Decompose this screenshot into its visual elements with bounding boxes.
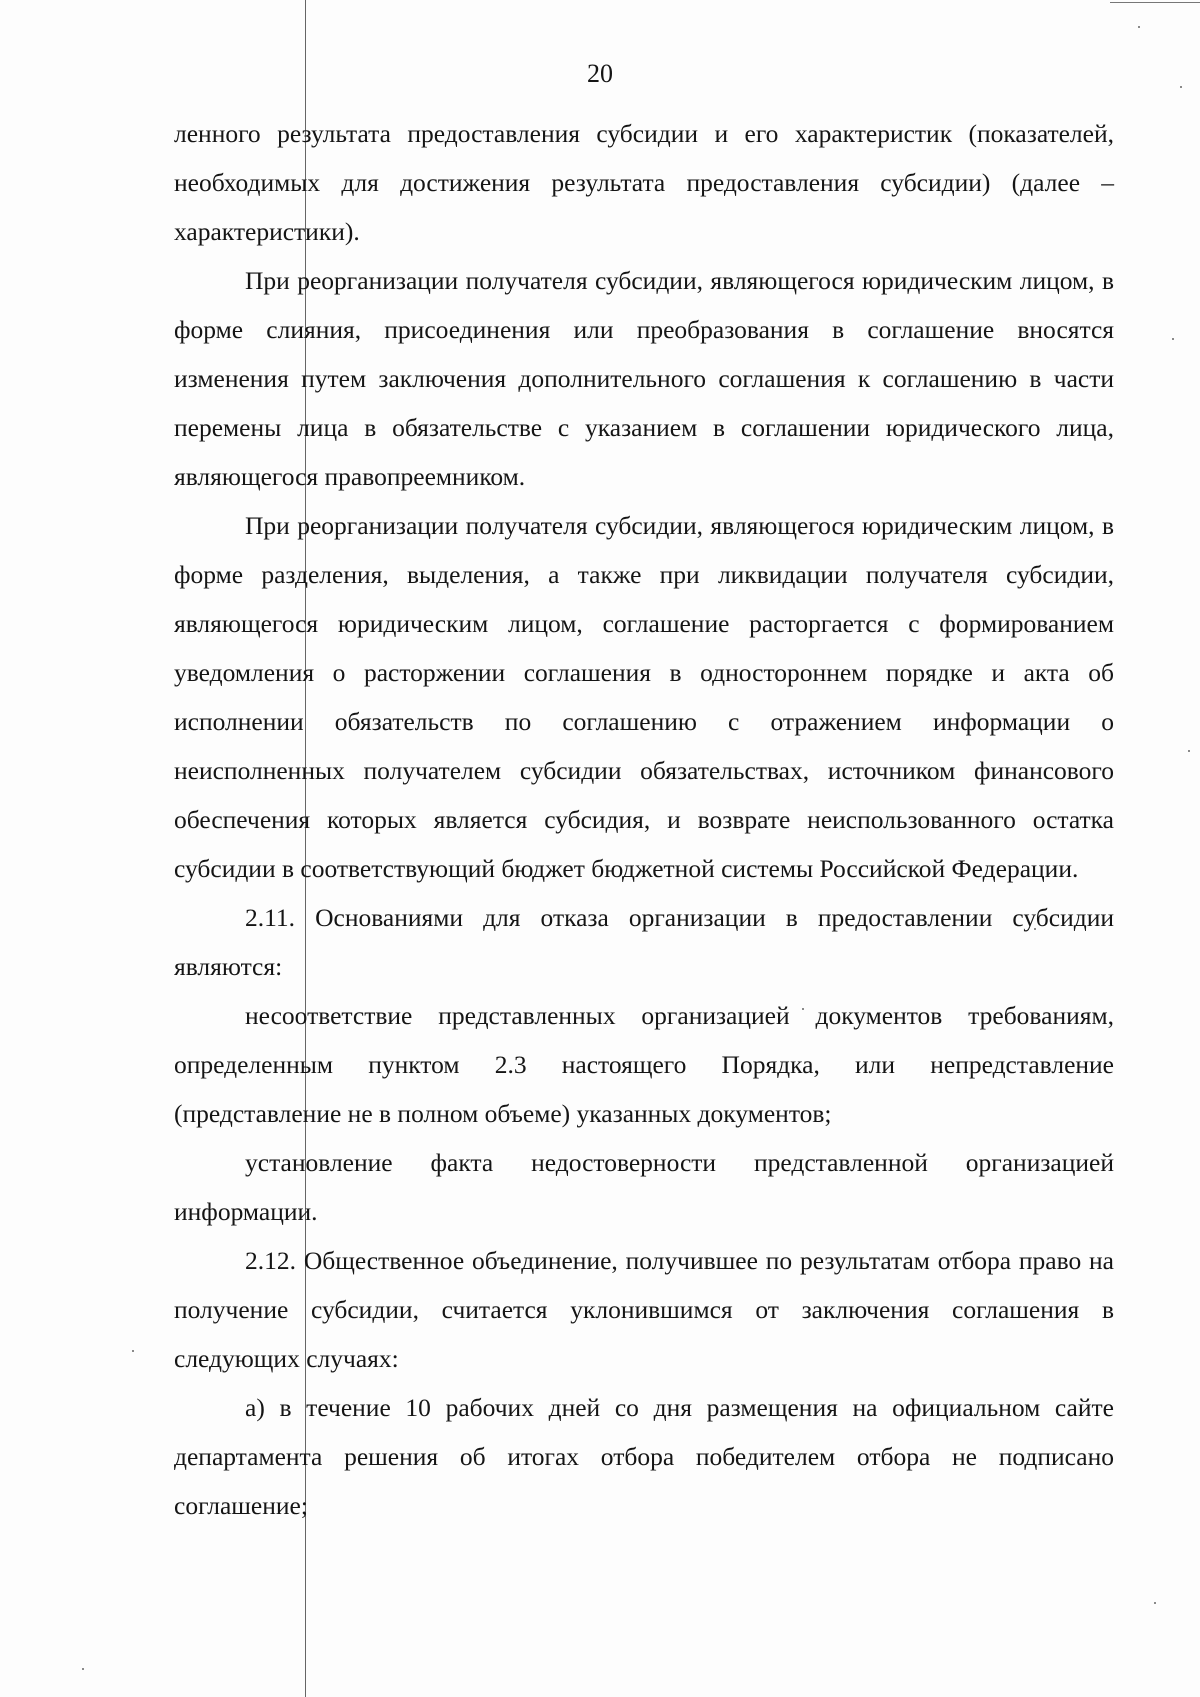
document-body bbox=[174, 109, 1114, 1530]
paragraph-reorganization-division: При реорганизации получателя субсидии, являющегося юридическим лицом, в форме разделения, выделения, а также при ликвидации получателя субсидии, являющегося юридическим лицом, соглашение расторгается с формированием уведомления о расторжении соглашения в одностороннем порядке и акта об исполнении обязательств по соглашению с отражением информации о неисполненных получателем субсидии обязательствах, источником финансового обеспечения которых является субсидия, и возврате неиспользованного остатка субсидии в соответствующий бюджет бюджетной системы Российской Федерации. bbox=[174, 511, 1114, 883]
page-number: 20 bbox=[587, 59, 613, 88]
paragraph-continuation: ленного результата предоставления субсидии и его характеристик (показателей, необходимых для достижения результата предоставления субсидии) (далее – характеристики). bbox=[174, 119, 1114, 246]
scan-speck bbox=[82, 1668, 84, 1670]
paragraph-non-compliance: несоответствие представленных организацией документов требованиям, определенным пунктом 2.3 настоящего Порядка, или непредставление (представление не в полном объеме) указанных документов; bbox=[174, 1001, 1114, 1128]
scan-speck bbox=[1154, 1602, 1156, 1604]
paragraph-2-12-a: а) в течение 10 рабочих дней со дня размещения на официальном сайте департамента решения об итогах отбора победителем отбора не подписано соглашение; bbox=[174, 1393, 1114, 1520]
scan-speck bbox=[1188, 750, 1190, 752]
scan-speck bbox=[132, 1350, 134, 1352]
scan-edge-rule bbox=[1110, 2, 1200, 3]
scan-speck bbox=[1172, 338, 1174, 340]
paragraph-2-12: 2.12. Общественное объединение, получившее по результатам отбора право на получение субсидии, считается уклонившимся от заключения соглашения в следующих случаях: bbox=[174, 1246, 1114, 1373]
paragraph-reorganization-merger: При реорганизации получателя субсидии, являющегося юридическим лицом, в форме слияния, присоединения или преобразования в соглашение вносятся изменения путем заключения дополнительного соглашения к соглашению в части перемены лица в обязательстве с указанием в соглашении юридического лица, являющегося правопреемником. bbox=[174, 266, 1114, 491]
paragraph-false-information: установление факта недостоверности представленной организацией информации. bbox=[174, 1148, 1114, 1226]
paragraph-2-11: 2.11. Основаниями для отказа организации в предоставлении субсидии являются: bbox=[174, 903, 1114, 981]
scan-speck bbox=[1138, 26, 1140, 28]
